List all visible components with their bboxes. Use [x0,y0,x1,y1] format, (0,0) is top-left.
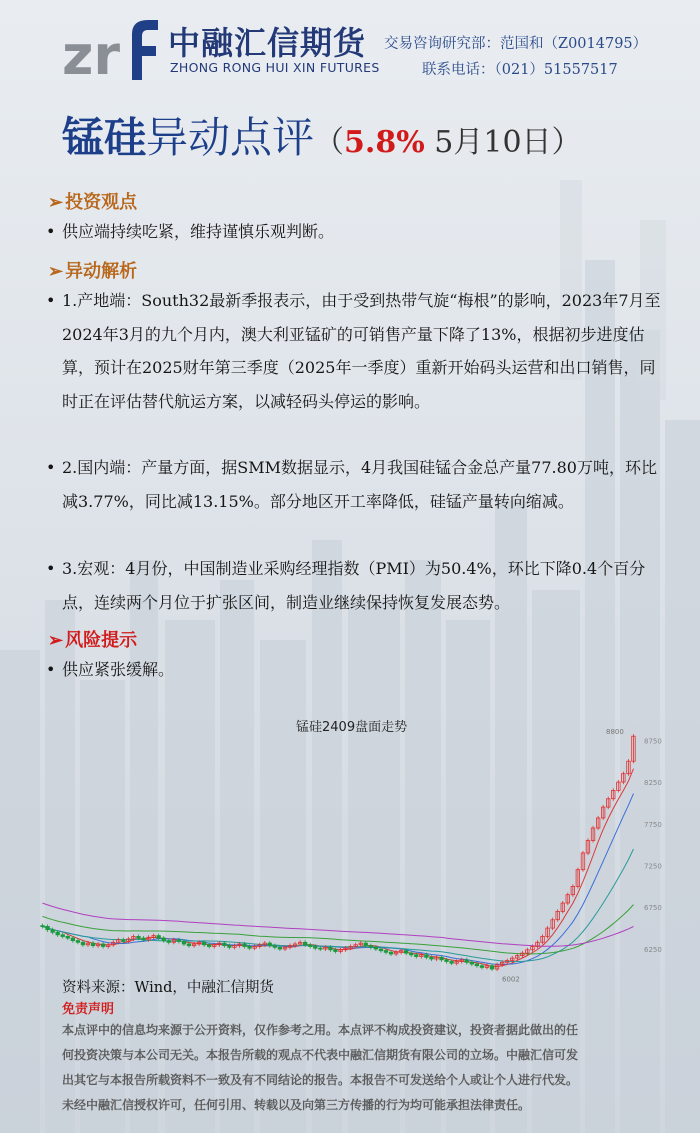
candle-body [41,926,45,927]
bullet-dot-icon: • [46,222,56,241]
chart-title: 锰硅2409盘面走势 [296,720,408,735]
section-heading-analysis [48,257,137,283]
disclaimer-title: 免责声明 [62,1002,115,1017]
candle-body [137,936,141,938]
data-source: 资料来源：Wind，中融汇信期货 [62,980,274,996]
candle-body [490,966,494,969]
candle-body [182,942,186,945]
chart-peak-label: 8800 [606,728,624,737]
candle-body [364,943,368,946]
candle-body [379,949,383,951]
candle-body [51,930,55,933]
view-item-text: 供应端持续吃紧，维持谨慎乐观判断。 [62,222,335,241]
list-item [46,451,666,518]
candle-body [309,945,313,947]
candle-body [450,962,454,964]
candle-body [76,941,80,943]
bullet-dot-icon: • [46,291,56,310]
bullet-dot-icon: • [46,660,56,679]
section-view-label: 投资观点 [65,192,138,213]
section-risk-label: 风险提示 [65,630,138,651]
logo-english-name: ZHONG RONG HUI XIN FUTURES [170,60,380,75]
y-tick-label: 7250 [644,862,662,871]
candle-body [243,944,247,947]
candle-body [319,948,323,949]
disclaimer-line: 何投资决策与本公司无关。本报告所载的观点不代表中融汇信期货有限公司的立场。中融汇信可发 [62,1048,579,1062]
title-change: 5.8% [344,125,425,160]
candle-body [273,946,277,948]
candle-body [384,951,388,953]
candle-body [374,947,378,949]
candle-body [56,932,60,935]
arrow-right-icon: ➢ [48,630,64,651]
candle-body [142,938,146,940]
moving-average-line [43,794,634,965]
candle-body [369,946,373,948]
candle-body [475,964,479,966]
candle-body [314,947,318,949]
candle-body [61,935,65,937]
bullet-dot-icon: • [46,458,56,477]
section-heading-view [48,188,137,214]
y-tick-label: 7750 [644,820,662,829]
candle-body [470,962,474,964]
candle-body [268,943,272,946]
disclaimer-line: 出其它与本报告所载资料不一致及有不同结论的报告。本报告不可发送给个人或让个人进行代发。 [62,1073,579,1087]
candle-body [334,950,338,952]
candle-body [91,943,95,946]
candle-body [278,947,282,949]
moving-average-line [43,769,634,967]
candle-body [122,940,126,942]
candle-body [430,957,434,959]
candle-body [303,942,307,945]
analysis-item-text: 1.产地端：South32最新季报表示，由于受到热带气旋“梅根”的影响，2023年7月至2024年3月的九个月内，澳大利亚锰矿的可销售产量下降了13%，根据初步进度估算，预计在2025财年第三季度（2025年一季度）重新开始码头运营和出口销售，同时正在评估替代航运方案，以减轻码头停运的影响。 [62,291,661,411]
candle-body [202,942,206,945]
candle-body [101,944,105,947]
chart-low-label: 6002 [502,975,520,982]
list-item [46,215,666,249]
candle-body [187,944,191,946]
candle-body [445,960,449,962]
y-tick-label: 8750 [644,737,662,746]
moving-average-line [43,849,634,962]
risk-item-text: 供应紧张缓解。 [62,660,175,679]
candle-body [81,942,85,945]
report-title [62,112,582,169]
candle-body [223,943,227,946]
y-tick-label: 6750 [644,904,662,913]
company-logo-icon [62,12,162,82]
candle-body [410,953,414,955]
title-paren-close: ） [551,125,582,160]
logo-chinese-name: 中融汇信期货 [168,24,367,62]
candle-body [177,940,181,942]
bullet-dot-icon: • [46,559,56,578]
candle-body [329,947,333,950]
candle-body [157,936,161,939]
candle-body [162,938,166,941]
y-tick-label: 6250 [644,945,662,954]
price-chart [36,712,666,982]
candle-body [248,947,252,949]
candle-body [415,955,419,957]
title-commodity: 锰硅 [62,113,147,162]
disclaimer-text [62,1018,642,1118]
list-item [46,284,666,418]
candle-body [389,952,393,954]
contact-phone: 联系电话：（021）51557517 [422,62,618,78]
title-date: 5月10日 [424,125,552,160]
candle-body [425,955,429,958]
disclaimer-line: 本点评中的信息均来源于公开资料，仅作参考之用。本点评不构成投资建议，投资者据此做出的任 [62,1023,579,1037]
disclaimer-line: 未经中融汇信授权许可，任何引用、转载以及向第三方传播的行为均可能承担法律责任。 [62,1098,531,1112]
candle-body [480,966,484,968]
arrow-right-icon: ➢ [48,192,64,213]
candle-body [465,960,469,963]
analysis-item-text: 3.宏观：4月份，中国制造业采购经理指数（PMI）为50.4%，环比下降0.4个百分点，连续两个月位于扩张区间，制造业继续保持恢复发展态势。 [62,559,646,612]
title-paren-open: （ [314,125,345,160]
list-item [46,552,666,619]
candle-body [167,941,171,943]
candle-body [404,951,408,954]
candle-body [71,938,75,941]
arrow-right-icon: ➢ [48,261,64,282]
title-topic: 异动点评 [146,113,315,162]
analysis-item-text: 2.国内端：产量方面，据SMM数据显示，4月我国硅锰合金总产量77.80万吨，环比减3.77%，同比减13.15%。部分地区开工率降低，硅锰产量转向缩减。 [62,458,657,511]
section-analysis-label: 异动解析 [65,261,138,282]
candle-body [207,945,211,947]
candle-body [46,926,50,929]
section-heading-risk [48,626,137,652]
candle-body [440,957,444,960]
candle-body [66,936,70,938]
contact-department: 交易咨询研究部：范国和（Z0014795） [384,36,648,52]
list-item [46,653,666,687]
y-tick-label: 8250 [644,779,662,788]
svg-text:zr: zr [62,24,121,82]
candle-body [228,946,232,948]
